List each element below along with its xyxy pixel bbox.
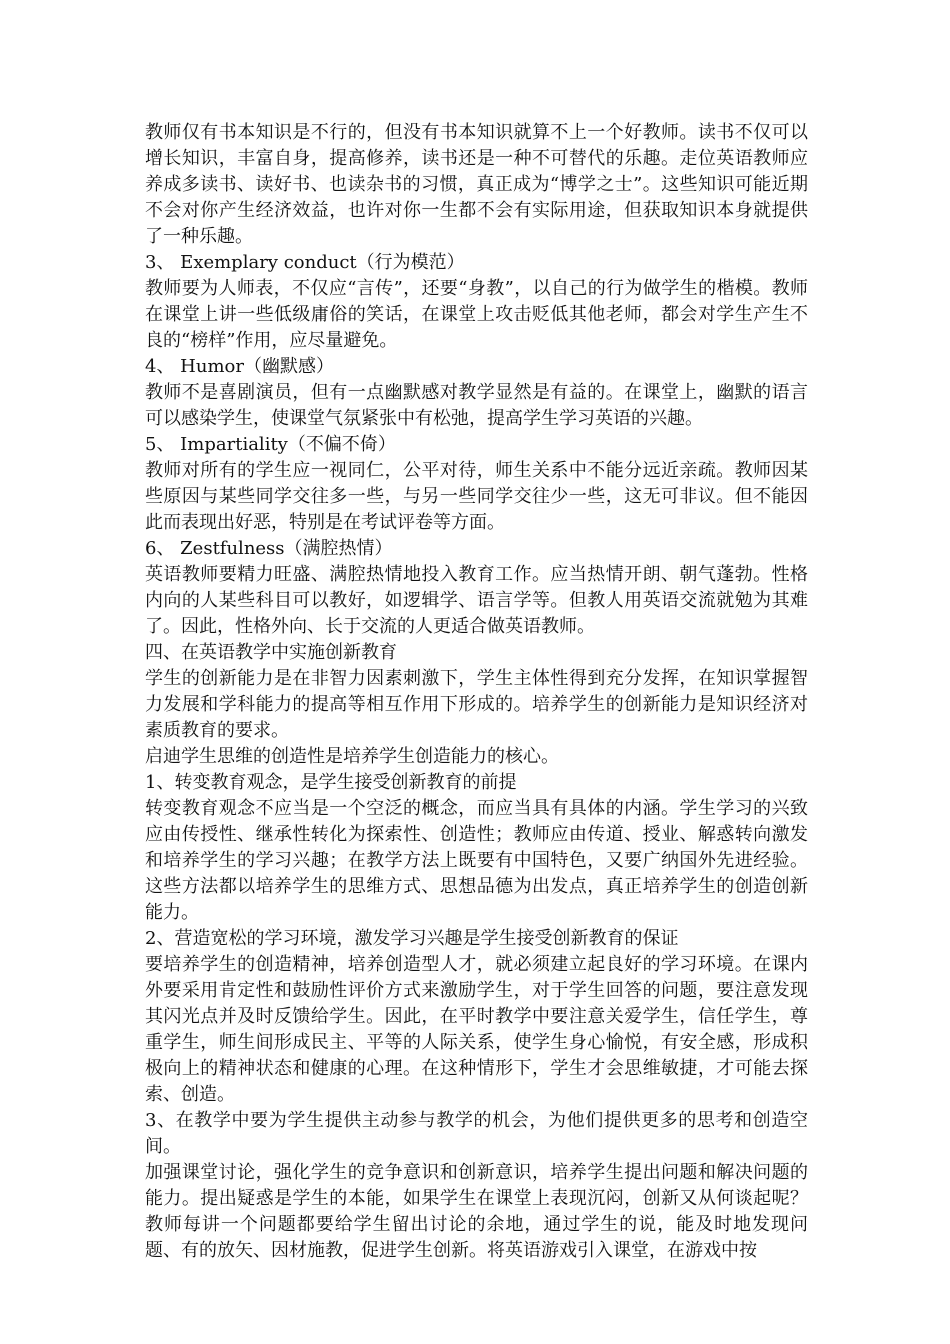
document-page	[145, 120, 808, 1264]
heading-zestfulness: 6、 Zestfulness（满腔热情）	[145, 538, 393, 559]
heading-change-concept: 1、转变教育观念，是学生接受创新教育的前提	[145, 772, 517, 793]
paragraph-creative-thinking: 启迪学生思维的创造性是培养学生创造能力的核心。	[145, 746, 559, 767]
paragraph-exemplary-conduct: 教师要为人师表，不仅应“言传”，还要“身教”，以自己的行为做学生的楷模。教师在课堂上讲一些低级庸俗的笑话，在课堂上攻击贬低其他老师，都会对学生产生不良的“榜样”作用，应尽量避免。	[145, 278, 808, 351]
paragraph-learning-environment: 要培养学生的创造精神，培养创造型人才，就必须建立起良好的学习环境。在课内外要采用肯定性和鼓励性评价方式来激励学生，对于学生回答的问题，要注意发现其闪光点并及时反馈给学生。因此，在平时教学中要注意关爱学生，信任学生，尊重学生，师生间形成民主、平等的人际关系，使学生身心愉悦，有安全感，形成积极向上的精神状态和健康的心理。在这种情形下，学生才会思维敏捷，才可能去探索、创造。	[145, 954, 808, 1105]
heading-humor: 4、 Humor（幽默感）	[145, 356, 334, 377]
paragraph-innovation-ability: 学生的创新能力是在非智力因素刺激下，学生主体性得到充分发挥，在知识掌握智力发展和学科能力的提高等相互作用下形成的。培养学生的创新能力是知识经济对素质教育的要求。	[145, 668, 808, 741]
paragraph-humor: 教师不是喜剧演员，但有一点幽默感对教学显然是有益的。在课堂上，幽默的语言可以感染学生，使课堂气氛紧张中有松弛，提高学生学习英语的兴趣。	[145, 382, 808, 429]
section-heading-innovation: 四、在英语教学中实施创新教育	[145, 642, 397, 663]
paragraph-zestfulness: 英语教师要精力旺盛、满腔热情地投入教育工作。应当热情开朗、朝气蓬勃。性格内向的人某些科目可以教好，如逻辑学、语言学等。但教人用英语交流就勉为其难了。因此，性格外向、长于交流的人更适合做英语教师。	[145, 564, 808, 637]
heading-exemplary-conduct: 3、 Exemplary conduct（行为模范）	[145, 252, 465, 273]
paragraph-change-concept: 转变教育观念不应当是一个空泛的概念，而应当具有具体的内涵。学生学习的兴致应由传授性、继承性转化为探索性、创造性；教师应由传道、授业、解惑转向激发和培养学生的学习兴趣；在教学方法上既要有中国特色，又要广纳国外先进经验。这些方法都以培养学生的思维方式、思想品德为出发点，真正培养学生的创造创新能力。	[145, 798, 808, 923]
heading-active-participation: 3、在教学中要为学生提供主动参与教学的机会，为他们提供更多的思考和创造空间。	[145, 1110, 808, 1157]
heading-learning-environment: 2、营造宽松的学习环境，激发学习兴趣是学生接受创新教育的保证	[145, 928, 679, 949]
paragraph-impartiality: 教师对所有的学生应一视同仁，公平对待，师生关系中不能分远近亲疏。教师因某些原因与某些同学交往多一些，与另一些同学交往少一些，这无可非议。但不能因此而表现出好恶，特别是在考试评卷等方面。	[145, 460, 808, 533]
heading-impartiality: 5、 Impartiality（不偏不倚）	[145, 434, 396, 455]
paragraph-classroom-discussion: 加强课堂讨论，强化学生的竞争意识和创新意识，培养学生提出问题和解决问题的能力。提出疑惑是学生的本能，如果学生在课堂上表现沉闷，创新又从何谈起呢？教师每讲一个问题都要给学生留出讨论的余地，通过学生的说，能及时地发现问题、有的放矢、因材施教，促进学生创新。将英语游戏引入课堂，在游戏中按	[145, 1162, 808, 1261]
paragraph-reading-value: 教师仅有书本知识是不行的，但没有书本知识就算不上一个好教师。读书不仅可以增长知识，丰富自身，提高修养，读书还是一种不可替代的乐趣。走位英语教师应养成多读书、读好书、也读杂书的习惯，真正成为“博学之士”。这些知识可能近期不会对你产生经济效益，也许对你一生都不会有实际用途，但获取知识本身就提供了一种乐趣。	[145, 122, 808, 247]
